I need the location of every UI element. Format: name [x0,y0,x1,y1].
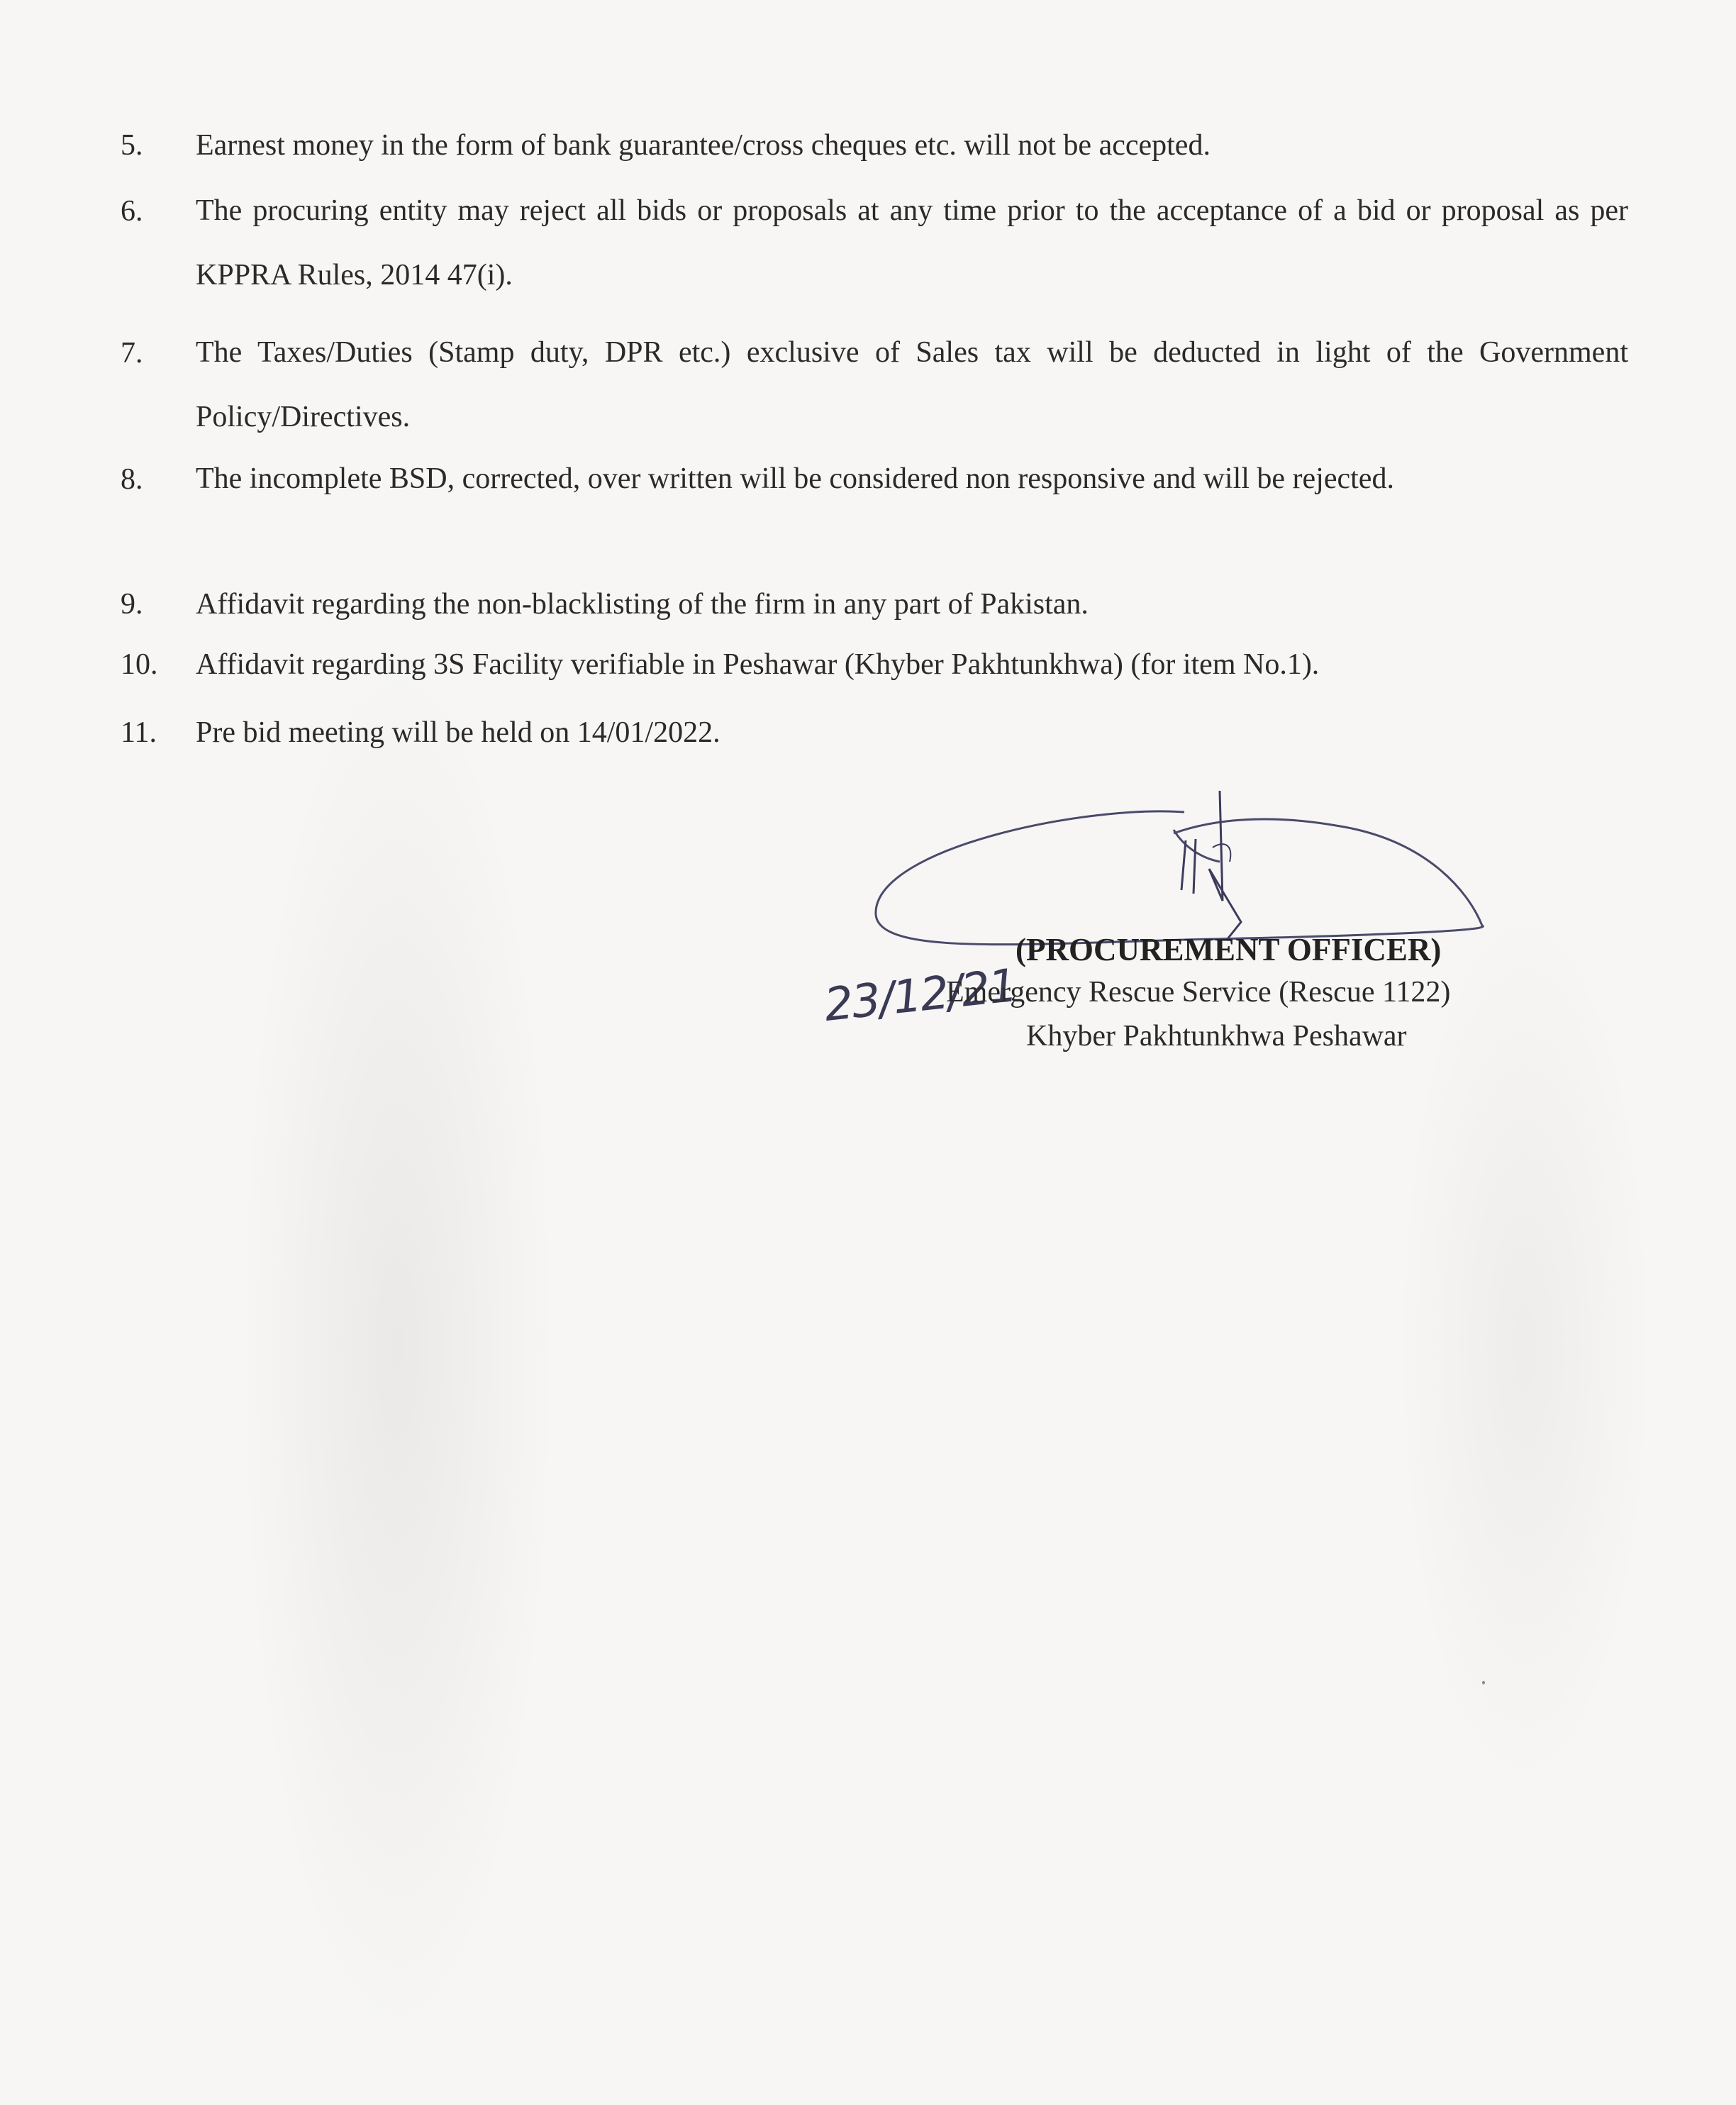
condition-text: Affidavit regarding 3S Facility verifiable in Peshawar (Khyber Pakhtunkhwa) (for item No.1). [196,648,1320,681]
condition-text: The incomplete BSD, corrected, over written will be considered non responsive and will be rejected. [196,462,1394,495]
condition-text: Affidavit regarding the non-blacklisting of the firm in any part of Pakistan. [196,588,1089,621]
condition-number: 11. [121,716,157,749]
signatory-title: (PROCUREMENT OFFICER) [1016,932,1442,967]
condition-text: The procuring entity may reject all bids or proposals at any time prior to the acceptance of a bid or proposal as per KPPRA Rules, 2014 47(i). [196,194,1628,291]
condition-number: 5. [121,129,143,162]
condition-number: 10. [121,648,158,681]
signatory-location: Khyber Pakhtunkhwa Peshawar [1026,1020,1407,1052]
condition-number: 7. [121,337,143,370]
condition-text: Earnest money in the form of bank guarantee/cross cheques etc. will not be accepted. [196,129,1211,162]
handwritten-date: 23/12/21 [821,960,1019,1032]
condition-number: 8. [121,463,143,496]
condition-number: 9. [121,588,143,621]
condition-text: The Taxes/Duties (Stamp duty, DPR etc.) exclusive of Sales tax will be deducted in light of the Government Policy/Directives. [196,336,1628,433]
condition-text: Pre bid meeting will be held on 14/01/2022. [196,716,720,749]
signature-block [816,762,1631,1089]
signatory-organization: Emergency Rescue Service (Rescue 1122) [946,976,1451,1009]
paper-speck [1482,1681,1485,1684]
condition-number: 6. [121,195,143,228]
